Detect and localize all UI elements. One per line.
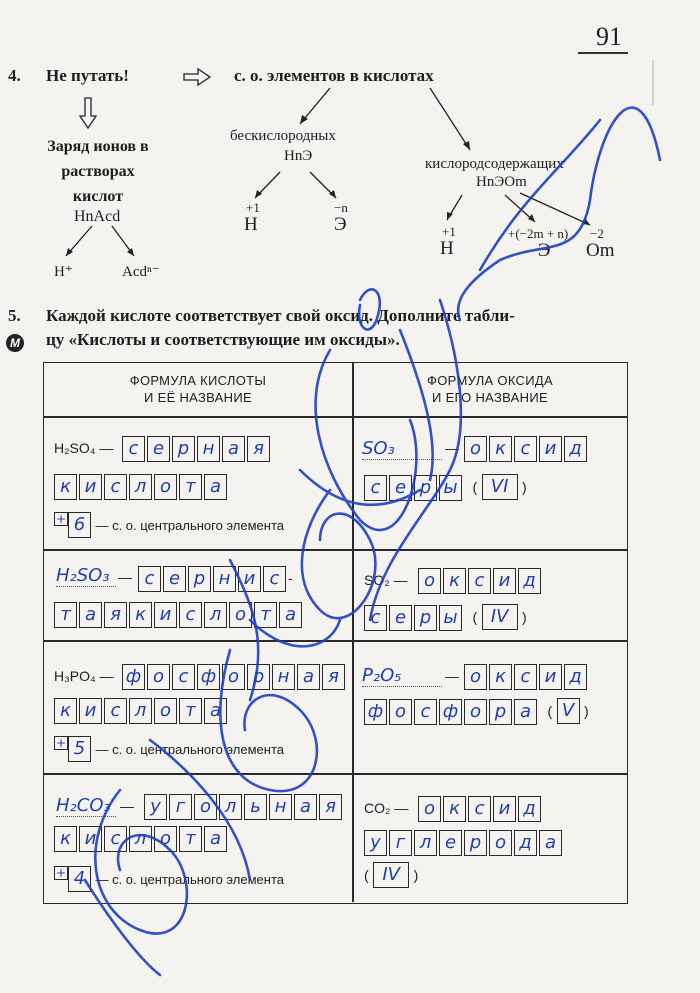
letter-cell[interactable]: а [514,699,537,725]
co-title: с. о. элементов в кислотах [234,66,434,85]
letter-cell[interactable]: к [489,436,512,462]
letter-cell[interactable]: у [144,794,167,820]
letter-cell[interactable]: л [129,698,152,724]
letter-cell[interactable]: о [154,826,177,852]
scribble-stroke [302,490,375,618]
letter-cell[interactable]: а [539,830,562,856]
letter-cell[interactable]: л [129,474,152,500]
letter-cell[interactable]: к [489,664,512,690]
letter-cell[interactable]: и [539,664,562,690]
letter-cell[interactable]: и [79,474,102,500]
letter-cell[interactable]: ф [439,699,462,725]
letter-cell[interactable]: о [464,436,487,462]
letter-cell[interactable]: ф [122,664,145,690]
letter-cell[interactable]: ы [439,475,462,501]
letter-cell[interactable]: а [294,794,317,820]
valence-cell[interactable]: IV [482,604,518,630]
co-value-cell[interactable]: 6 [68,512,91,538]
letter-cell[interactable]: с [122,436,145,462]
oxide-formula: SO₃ [362,438,442,460]
scribble-stroke [230,560,258,700]
letter-cell[interactable]: о [229,602,252,628]
letter-cell[interactable]: р [464,830,487,856]
letter-cell[interactable]: и [79,826,102,852]
letter-cell[interactable]: е [389,475,412,501]
scribble-stroke [300,470,420,505]
co-label: — с. о. центрального элемента [95,872,284,887]
letter-cell[interactable]: с [514,436,537,462]
letter-cell[interactable]: е [147,436,170,462]
letter-cell[interactable]: я [319,794,342,820]
letter-cell[interactable]: с [179,602,202,628]
letter-cell[interactable]: а [279,602,302,628]
oc-o: Om [586,240,615,261]
letter-cell[interactable]: с [468,796,491,822]
valence-cell[interactable]: VI [482,474,518,500]
letter-cell[interactable]: ф [364,699,387,725]
letter-cell[interactable]: д [518,796,541,822]
letter-cell[interactable]: к [54,474,77,500]
co-sign-cell[interactable]: + [55,866,67,880]
letter-cell[interactable]: ф [197,664,220,690]
ion-acd-minus: Acdⁿ⁻ [122,264,160,280]
of-h-charge: +1 [246,200,260,215]
acid-name-line1: с е р н и с - [138,566,293,592]
letter-cell[interactable]: о [194,794,217,820]
letter-cell[interactable]: д [564,436,587,462]
letter-cell[interactable]: р [414,605,437,631]
letter-cell[interactable]: а [204,698,227,724]
letter-cell[interactable]: к [129,602,152,628]
letter-cell[interactable]: о [389,699,412,725]
letter-cell[interactable]: с [138,566,161,592]
valence-cell[interactable]: V [557,698,580,724]
letter-cell[interactable]: с [514,664,537,690]
letter-cell[interactable]: р [188,566,211,592]
oc-o-charge: −2 [590,226,604,241]
letter-cell[interactable]: о [418,796,441,822]
dash: — [445,668,459,684]
letter-cell[interactable]: ь [244,794,267,820]
letter-cell[interactable]: е [389,605,412,631]
letter-cell[interactable]: т [179,698,202,724]
letter-cell[interactable]: о [489,830,512,856]
oxygen-containing-formula: HnЭOm [476,174,527,190]
header-acid: ФОРМУЛА КИСЛОТЫ И ЕЁ НАЗВАНИЕ [129,373,267,405]
acid-formula: H₂CO₃ [56,795,116,817]
dash: — [118,569,132,585]
oxide-name-line2: с е р ы ( VI ) [364,474,527,501]
of-h: H [244,214,258,235]
scribble-stroke [458,108,660,320]
letter-cell[interactable]: и [493,796,516,822]
letter-cell[interactable]: л [414,830,437,856]
letter-cell[interactable]: о [464,664,487,690]
scribble-stroke [85,880,160,975]
oxide-formula: SO₂ — [364,572,408,588]
dash: — [445,440,459,456]
letter-cell[interactable]: у [364,830,387,856]
co-sign-cell[interactable]: + [55,512,67,526]
letter-cell[interactable]: о [154,474,177,500]
scribble-stroke [95,790,187,934]
letter-cell[interactable]: р [489,699,512,725]
oc-e-charge: +(−2m + n) [508,226,569,241]
header-oxide: ФОРМУЛА ОКСИДА И ЕГО НАЗВАНИЕ [427,373,553,405]
task5-number: 5. [8,306,21,325]
oc-e: Э [538,240,551,261]
dash: — [120,798,134,814]
letter-cell[interactable]: д [518,568,541,594]
acid-formula: H₂SO₄ — [54,440,114,456]
letter-cell[interactable]: о [154,698,177,724]
letter-cell[interactable]: т [179,474,202,500]
oxide-formula: P₂O₅ [362,665,442,687]
letter-cell[interactable]: ы [439,605,462,631]
letter-cell[interactable]: я [247,436,270,462]
letter-cell[interactable]: л [219,794,242,820]
letter-cell[interactable]: к [443,796,466,822]
co-sign-cell[interactable]: + [55,736,67,750]
letter-cell[interactable]: т [254,602,277,628]
co-label: — с. о. центрального элемента [95,518,284,533]
letter-cell[interactable]: е [439,830,462,856]
co-value-cell[interactable]: 4 [68,866,91,892]
letter-cell[interactable]: я [104,602,127,628]
of-e-charge: −n [334,200,348,215]
scribble-stroke [250,620,340,646]
task5-line1: Каждой кислоте соответствует свой оксид. Дополните табли- [46,306,515,325]
letter-cell[interactable]: и [79,698,102,724]
letter-cell[interactable]: л [129,826,152,852]
letter-cell[interactable]: т [54,602,77,628]
letter-cell[interactable]: с [104,698,127,724]
letter-cell[interactable]: р [172,436,195,462]
oxide-formula: CO₂ — [364,800,409,816]
letter-cell[interactable]: н [272,664,295,690]
page-number: 91 [596,22,622,51]
task5-badge: М [6,334,24,352]
letter-cell[interactable]: г [169,794,192,820]
letter-cell[interactable]: я [322,664,345,690]
letter-cell[interactable]: г [389,830,412,856]
letter-cell[interactable]: а [204,826,227,852]
ion-formula: HnAcd [74,208,121,225]
co-value-cell[interactable]: 5 [68,736,91,762]
letter-cell[interactable]: а [204,474,227,500]
oc-h: H [440,238,454,259]
letter-cell[interactable]: к [54,698,77,724]
ion-h-plus: H⁺ [54,264,73,280]
co-label: — с. о. центрального элемента [95,742,284,757]
task5-line2: цу «Кислоты и соответствующие им оксиды». [46,330,400,349]
letter-cell[interactable]: о [464,699,487,725]
oxygen-containing-label: кислородсодержащих [425,156,564,172]
letter-cell[interactable]: с [364,605,387,631]
letter-cell[interactable]: с [414,699,437,725]
letter-cell[interactable]: а [79,602,102,628]
ion-charge-label: Заряд ионов в растворах кислот [47,138,149,205]
letter-cell[interactable]: о [418,568,441,594]
letter-cell[interactable]: и [539,436,562,462]
letter-cell[interactable]: н [197,436,220,462]
acid-formula: H₃PO₄ — [54,668,114,684]
letter-cell[interactable]: с [104,826,127,852]
task4-number: 4. [8,66,21,85]
oxygen-free-formula: HnЭ [284,148,313,164]
letter-cell[interactable]: с [172,664,195,690]
letter-cell[interactable]: о [222,664,245,690]
letter-cell[interactable]: и [493,568,516,594]
letter-cell[interactable]: д [564,664,587,690]
scribble-stroke [220,650,317,791]
scribble-stroke [316,350,417,530]
letter-cell[interactable]: с [468,568,491,594]
letter-cell[interactable]: к [443,568,466,594]
letter-cell[interactable]: н [213,566,236,592]
letter-cell[interactable]: с [104,474,127,500]
task4-warning: Не путать! [46,66,129,85]
letter-cell[interactable]: с [263,566,286,592]
scribble-stroke [359,289,380,329]
letter-cell[interactable]: н [269,794,292,820]
letter-cell[interactable]: д [514,830,537,856]
oc-h-charge: +1 [442,224,456,239]
letter-cell[interactable]: л [204,602,227,628]
letter-cell[interactable]: е [163,566,186,592]
letter-cell[interactable]: о [147,664,170,690]
letter-cell[interactable]: с [364,475,387,501]
letter-cell[interactable]: т [179,826,202,852]
letter-cell[interactable]: р [247,664,270,690]
oxide-valence-row: ( IV ) [364,862,418,888]
letter-cell[interactable]: а [222,436,245,462]
scribble-stroke [150,740,250,880]
of-e: Э [334,214,347,235]
letter-cell[interactable]: к [54,826,77,852]
letter-cell[interactable]: и [154,602,177,628]
oxide-name-line2: ф о с ф о р а ( V ) [364,698,589,725]
letter-cell[interactable]: и [238,566,261,592]
letter-cell[interactable]: а [297,664,320,690]
valence-cell[interactable]: IV [373,862,409,888]
oxide-name-line2: с е р ы ( IV ) [364,604,527,631]
letter-cell[interactable]: р [414,475,437,501]
oxygen-free-label: бескислородных [230,128,336,144]
scribble-stroke [480,120,600,270]
acid-formula: H₂SO₃ [56,565,116,587]
